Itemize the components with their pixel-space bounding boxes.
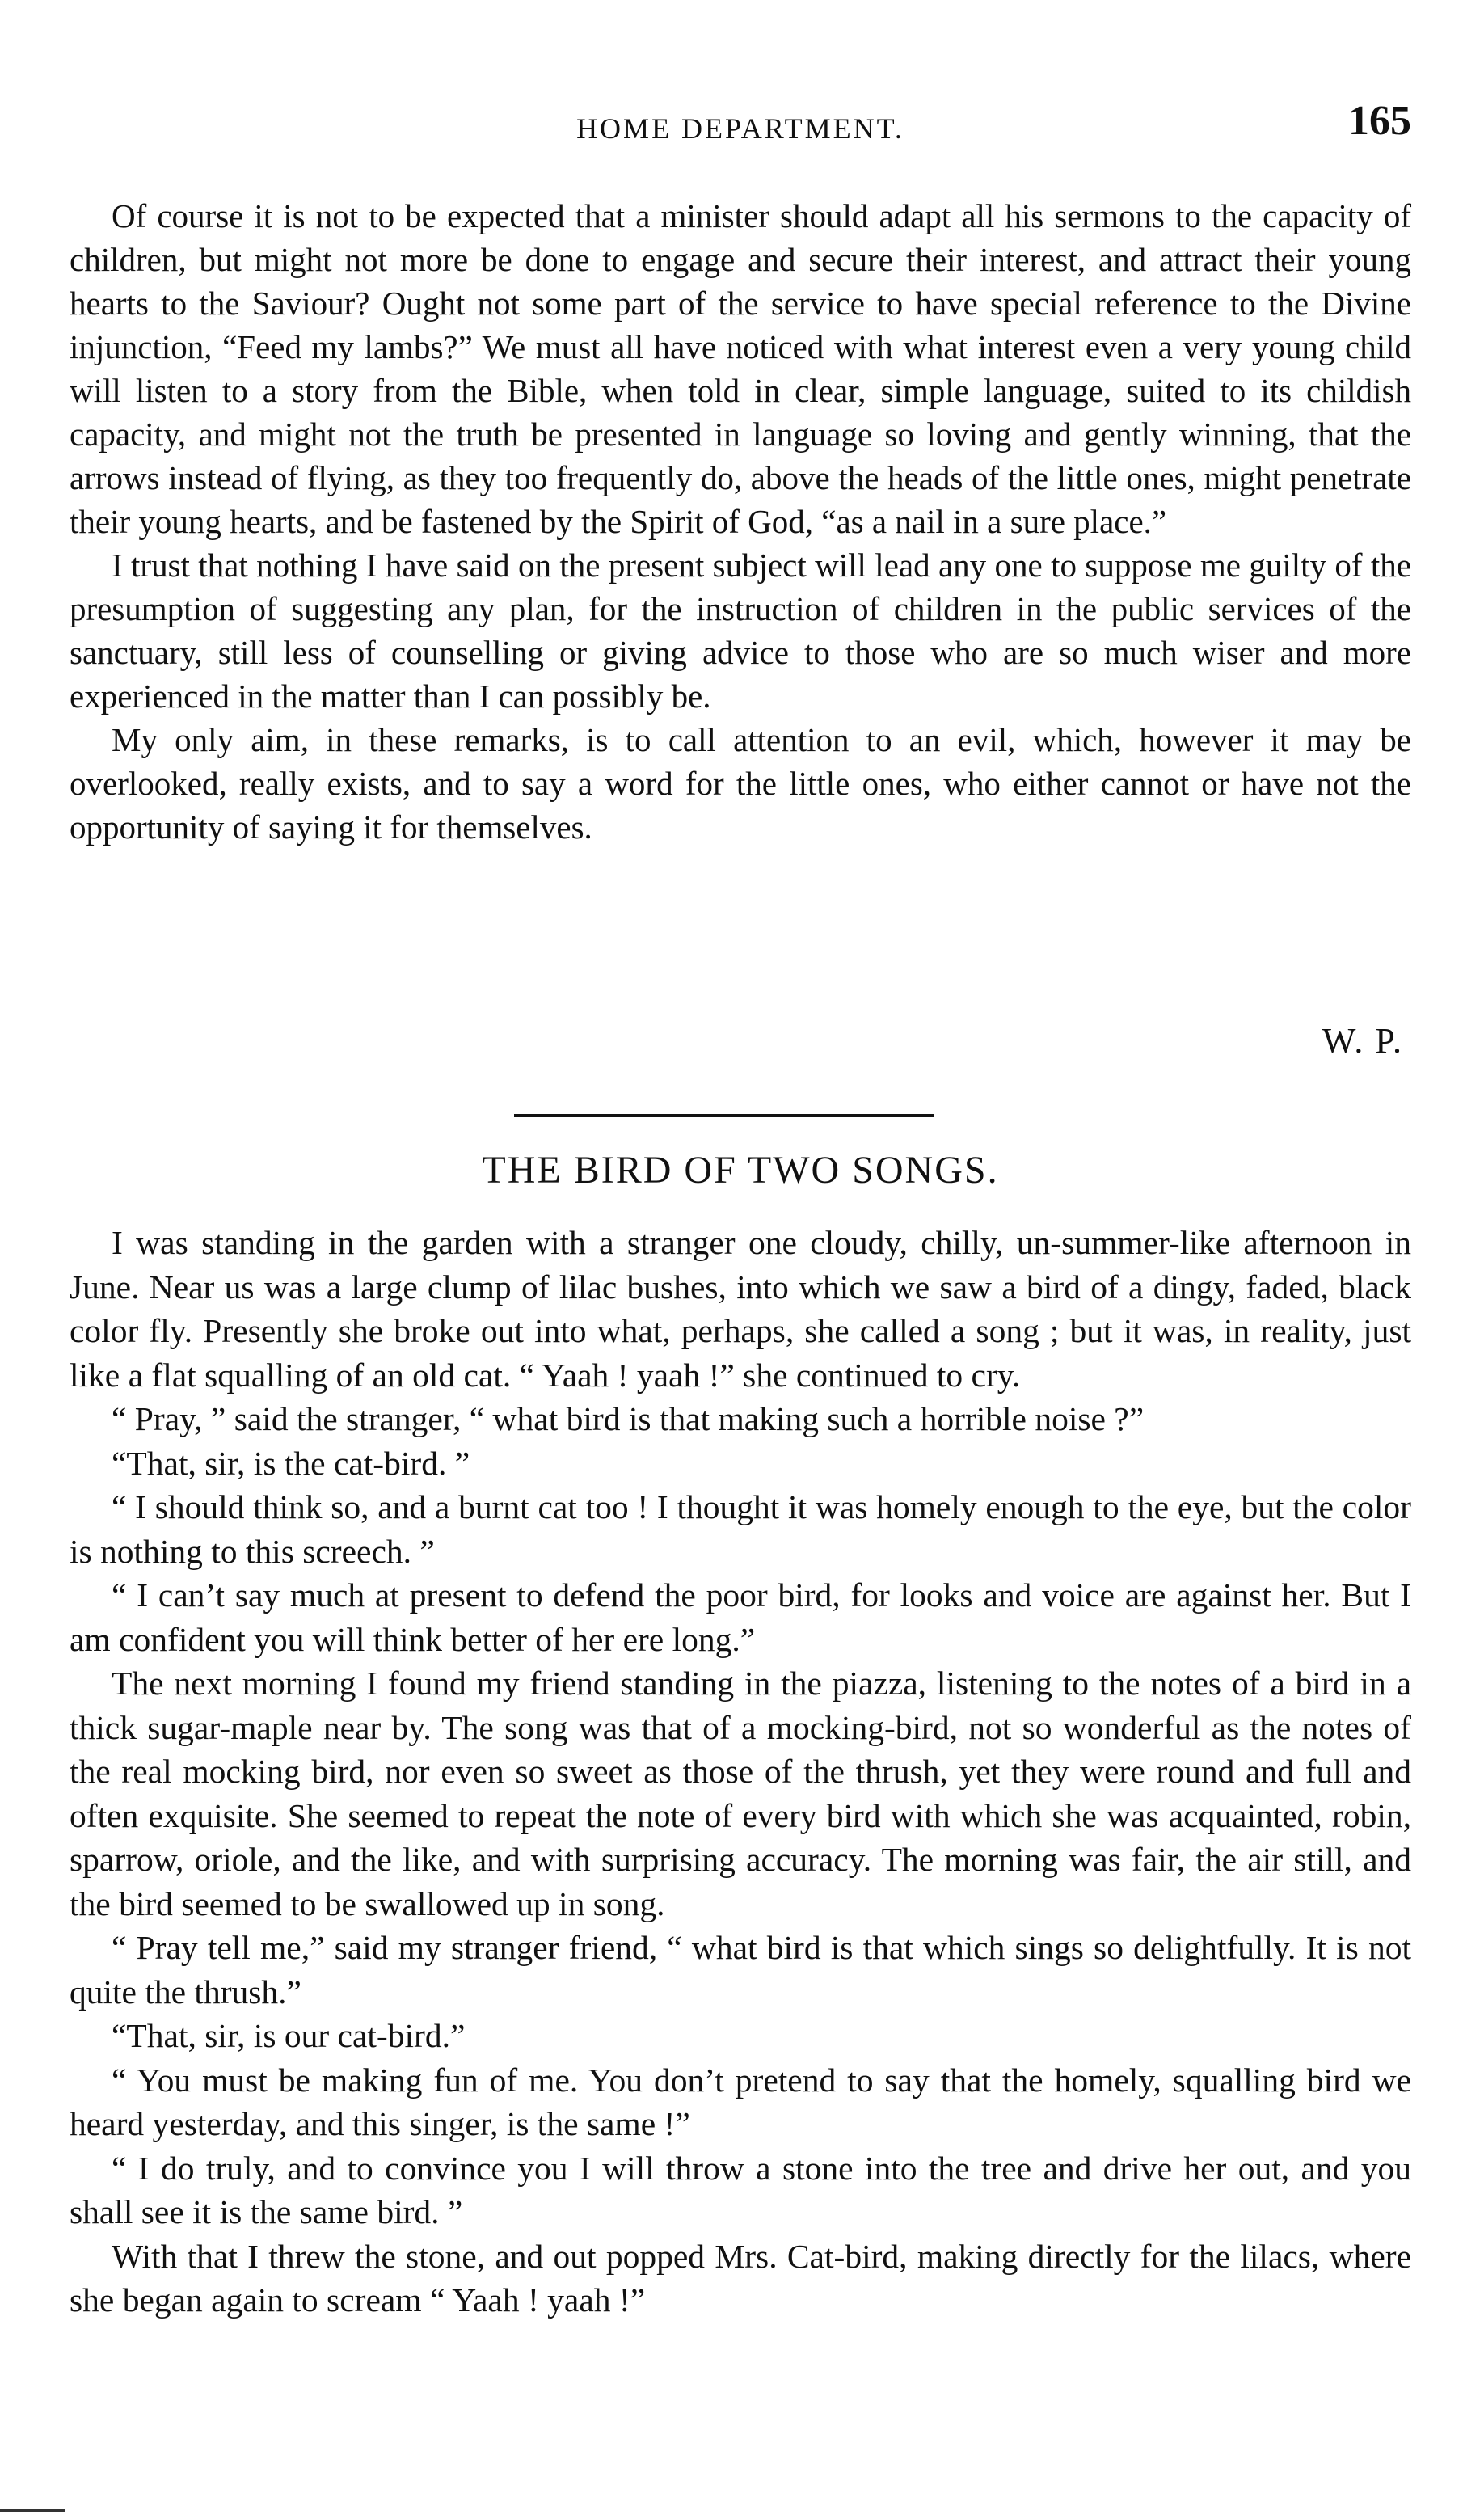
paragraph: I was standing in the garden with a stranger one cloudy, chilly, un-summer-like afternoon in June. Near us was a large clump of lilac bushes, into which we saw a bird of a dingy, faded, black color fly. Presently she broke out into what, perhaps, she called a song ; but it was, in reality, just like a flat squalling of an old cat. “ Yaah ! yaah !” she continued to cry.	[70, 1224, 1411, 1394]
article-title: THE BIRD OF TWO SONGS.	[482, 1149, 999, 1192]
paragraph: “ Pray tell me,” said my stranger friend, “ what bird is that which sings so delightfully. It is not quite the thrush.”	[70, 1929, 1411, 2011]
page-edge-mark	[0, 2509, 65, 2512]
paragraph: Of course it is not to be expected that a minister should adapt all his sermons to the capacity of children, but might not more be done to engage and secure their interest, and attract their young hearts to the Saviour? Ought not some part of the service to have special reference to the Divine injunction, “Feed my lambs?” We must all have noticed with what interest even a very young child will listen to a story from the Bible, when told in clear, simple language, suited to its childish capacity, and might not the truth be presented in language so loving and gently winning, that the arrows instead of flying, as they too frequently do, above the heads of the little ones, might penetrate their young hearts, and be fastened by the Spirit of God, “as a nail in a sure place.”	[70, 197, 1411, 540]
paragraph: My only aim, in these remarks, is to call attention to an evil, which, however it may be overlooked, really exists, and to say a word for the little ones, who either cannot or have not the opportunity of saying it for themselves.	[70, 721, 1411, 846]
paragraph: “That, sir, is the cat-bird. ”	[112, 1444, 470, 1482]
paragraph: “ I can’t say much at present to defend the poor bird, for looks and voice are against her. But I am confident you will think better of her ere long.”	[70, 1576, 1411, 1658]
page-header	[70, 91, 1411, 163]
running-title: HOME DEPARTMENT.	[576, 112, 904, 145]
paragraph: With that I threw the stone, and out popped Mrs. Cat-bird, making directly for the lilacs, where she began again to scream “ Yaah ! yaah !”	[70, 2237, 1411, 2319]
paragraph: “ Pray, ” said the stranger, “ what bird is that making such a horrible noise ?”	[112, 1400, 1145, 1437]
paragraph: The next morning I found my friend standing in the piazza, listening to the notes of a bird in a thick sugar-maple near by. The song was that of a mocking-bird, not so wonderful as the notes of the real mocking bird, nor even so sweet as those of the thrush, yet they were round and full and often exquisite. She seemed to repeat the note of every bird with which she was acquainted, robin, sparrow, oriole, and the like, and with surprising accuracy. The morning was fair, the air still, and the bird seemed to be swallowed up in song.	[70, 1665, 1411, 1922]
paragraph: “ I should think so, and a burnt cat too ! I thought it was homely enough to the eye, but the color is nothing to this screech. ”	[70, 1488, 1411, 1570]
paragraph: “That, sir, is our cat-bird.”	[112, 2017, 466, 2054]
paragraph: I trust that nothing I have said on the present subject will lead any one to suppose me guilty of the presumption of suggesting any plan, for the instruction of children in the public services of the sanctuary, still less of counselling or giving advice to those who are so much wiser and more experienced in the matter than I can possibly be.	[70, 546, 1411, 715]
previous-article-body	[70, 194, 1411, 849]
paragraph: “ I do truly, and to convince you I will throw a stone into the tree and drive her out, and you shall see it is the same bird. ”	[70, 2149, 1411, 2230]
paragraph: “ You must be making fun of me. You don’t pretend to say that the homely, squalling bird we heard yesterday, and this singer, is the same !”	[70, 2061, 1411, 2142]
section-divider	[514, 1114, 934, 1117]
page-number: 165	[1348, 98, 1411, 144]
story-body	[70, 1221, 1411, 2323]
author-signature: W. P.	[1322, 1021, 1403, 1061]
